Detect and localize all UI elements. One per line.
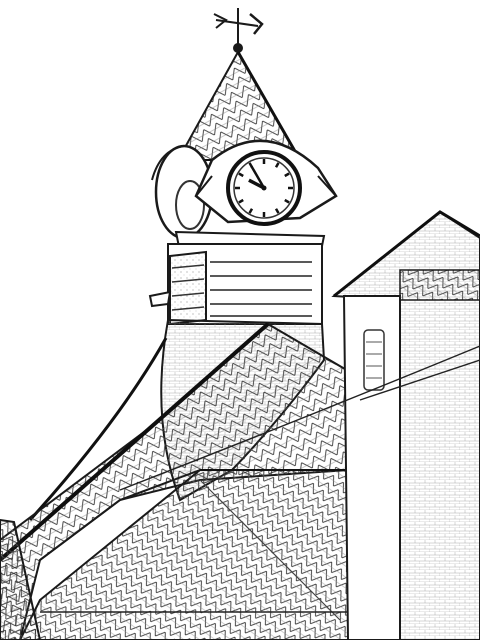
belfry (150, 232, 324, 324)
clock-face (228, 152, 300, 224)
